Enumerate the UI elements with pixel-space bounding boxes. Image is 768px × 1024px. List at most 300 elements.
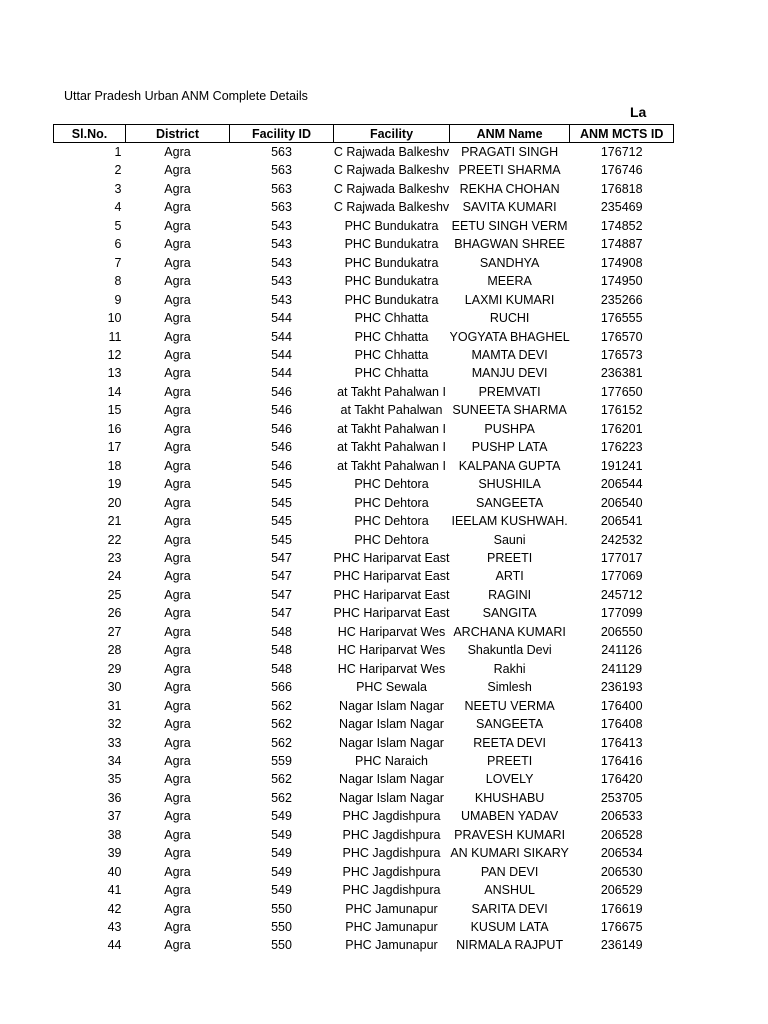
- cell-facility: PHC Jagdishpura: [342, 883, 441, 898]
- table-row: [54, 272, 674, 290]
- table-row: [54, 900, 674, 918]
- cell-anm-name: AN KUMARI SIKARY: [450, 846, 569, 861]
- cell-anm-mcts-id: 253705: [600, 790, 643, 805]
- table-row: [54, 217, 674, 235]
- cell-sl-no: 6: [114, 237, 122, 252]
- table-row: [54, 475, 674, 493]
- cell-sl-no: 34: [107, 753, 122, 768]
- cell-facility: PHC Bundukatra: [344, 274, 439, 289]
- cell-facility-id: 547: [271, 587, 292, 602]
- cell-anm-name: ANSHUL: [484, 883, 535, 898]
- cell-district: Agra: [164, 864, 191, 879]
- cell-facility: C Rajwada Balkeshv: [333, 200, 450, 215]
- cell-district: Agra: [164, 181, 191, 196]
- table-row: [54, 180, 674, 198]
- cell-district: Agra: [164, 698, 191, 713]
- cell-district: Agra: [164, 846, 191, 861]
- cell-facility-id: 566: [271, 680, 292, 695]
- cell-anm-name: SANGITA: [482, 606, 537, 621]
- cell-facility: PHC Sewala: [356, 680, 427, 695]
- table-row: [54, 567, 674, 585]
- cell-anm-mcts-id: 176746: [600, 163, 643, 178]
- table-row: [54, 918, 674, 936]
- cell-district: Agra: [164, 753, 191, 768]
- cell-anm-mcts-id: 176152: [600, 403, 643, 418]
- cell-anm-mcts-id: 177017: [600, 550, 643, 565]
- cell-anm-name: PREETI SHARMA: [458, 163, 561, 178]
- header-district: District: [126, 125, 230, 143]
- cell-anm-name: SHUSHILA: [478, 477, 541, 492]
- cell-facility-id: 546: [271, 440, 292, 455]
- cell-anm-name: PUSHP LATA: [471, 440, 548, 455]
- anm-details-table: [53, 124, 674, 955]
- table-body: [54, 143, 674, 955]
- cell-facility: HC Hariparvat Wes: [337, 624, 446, 639]
- cell-anm-mcts-id: 176400: [600, 698, 643, 713]
- cell-sl-no: 26: [107, 606, 122, 621]
- cell-facility: HC Hariparvat Wes: [337, 661, 446, 676]
- cell-facility: PHC Hariparvat East: [333, 550, 450, 565]
- cell-anm-name: EETU SINGH VERM: [451, 218, 568, 233]
- cell-facility-id: 563: [271, 181, 292, 196]
- table-row: [54, 235, 674, 253]
- cell-facility-id: 544: [271, 329, 292, 344]
- cell-anm-name: MAMTA DEVI: [471, 347, 548, 362]
- cell-district: Agra: [164, 440, 191, 455]
- cell-anm-mcts-id: 206540: [600, 495, 643, 510]
- table-row: [54, 494, 674, 512]
- cell-facility: at Takht Pahalwan I: [337, 384, 446, 399]
- cell-anm-name: NIRMALA RAJPUT: [456, 938, 564, 953]
- cell-anm-name: NEETU VERMA: [464, 698, 555, 713]
- cell-district: Agra: [164, 329, 191, 344]
- cell-district: Agra: [164, 163, 191, 178]
- cell-anm-name: LAXMI KUMARI: [464, 292, 555, 307]
- cell-facility-id: 563: [271, 163, 292, 178]
- cell-anm-mcts-id: 236193: [600, 680, 643, 695]
- cell-district: Agra: [164, 421, 191, 436]
- cell-district: Agra: [164, 366, 191, 381]
- cell-facility: PHC Dehtora: [354, 532, 429, 547]
- cell-anm-mcts-id: 206544: [600, 477, 643, 492]
- table-row: [54, 457, 674, 475]
- table-row: [54, 438, 674, 456]
- table-row: [54, 936, 674, 954]
- cell-anm-name: SANGEETA: [476, 495, 544, 510]
- cell-sl-no: 15: [107, 403, 122, 418]
- cell-facility-id: 545: [271, 532, 292, 547]
- cell-anm-name: ARTI: [495, 569, 524, 584]
- cell-district: Agra: [164, 661, 191, 676]
- cell-anm-mcts-id: 174908: [600, 255, 643, 270]
- header-sl-no: Sl.No.: [54, 125, 126, 143]
- cell-anm-mcts-id: 176408: [600, 717, 643, 732]
- cell-facility-id: 547: [271, 606, 292, 621]
- cell-anm-name: RAGINI: [488, 587, 532, 602]
- cell-facility-id: 543: [271, 237, 292, 252]
- cell-anm-name: Rakhi: [493, 661, 526, 676]
- cell-sl-no: 37: [107, 809, 122, 824]
- cell-district: Agra: [164, 514, 191, 529]
- table-row: [54, 697, 674, 715]
- cell-district: Agra: [164, 384, 191, 399]
- cell-facility: PHC Bundukatra: [344, 255, 439, 270]
- cell-anm-name: KUSUM LATA: [470, 920, 549, 935]
- cell-sl-no: 9: [114, 292, 122, 307]
- cell-district: Agra: [164, 827, 191, 842]
- cell-facility: PHC Jagdishpura: [342, 864, 441, 879]
- cell-facility: Nagar Islam Nagar: [339, 698, 444, 713]
- cell-district: Agra: [164, 218, 191, 233]
- table-row: [54, 807, 674, 825]
- cell-facility: at Takht Pahalwan: [340, 403, 443, 418]
- cell-facility: PHC Jamunapur: [345, 901, 438, 916]
- cell-sl-no: 10: [107, 311, 122, 326]
- cell-facility: PHC Hariparvat East: [333, 587, 450, 602]
- cell-anm-name: PREETI: [487, 753, 533, 768]
- cell-facility-id: 550: [271, 901, 292, 916]
- header-facility-id: Facility ID: [230, 125, 334, 143]
- cell-anm-mcts-id: 176619: [600, 901, 643, 916]
- cell-anm-name: SAVITA KUMARI: [462, 200, 557, 215]
- cell-anm-mcts-id: 176712: [600, 145, 643, 159]
- cell-anm-name: SARITA DEVI: [471, 901, 548, 916]
- cell-anm-mcts-id: 176416: [600, 753, 643, 768]
- cell-anm-mcts-id: 177650: [600, 384, 643, 399]
- cell-facility-id: 544: [271, 347, 292, 362]
- cell-facility-id: 546: [271, 458, 292, 473]
- cell-sl-no: 5: [114, 218, 122, 233]
- table-row: [54, 346, 674, 364]
- table-row: [54, 863, 674, 881]
- cell-anm-name: ARCHANA KUMARI: [453, 624, 566, 639]
- table-row: [54, 383, 674, 401]
- cell-anm-name: PUSHPA: [484, 421, 535, 436]
- cell-district: Agra: [164, 347, 191, 362]
- cell-anm-mcts-id: 242532: [600, 532, 643, 547]
- cell-anm-mcts-id: 176555: [600, 311, 643, 326]
- cell-facility-id: 545: [271, 477, 292, 492]
- cell-sl-no: 1: [114, 145, 122, 159]
- cell-facility: Nagar Islam Nagar: [339, 772, 444, 787]
- cell-facility-id: 550: [271, 938, 292, 953]
- cell-district: Agra: [164, 477, 191, 492]
- table-row: [54, 826, 674, 844]
- cell-district: Agra: [164, 680, 191, 695]
- cell-district: Agra: [164, 237, 191, 252]
- table-row: [54, 715, 674, 733]
- table-header-row: [54, 125, 674, 143]
- cell-sl-no: 42: [107, 901, 122, 916]
- cell-anm-mcts-id: 176223: [600, 440, 643, 455]
- cell-anm-mcts-id: 206534: [600, 846, 643, 861]
- cell-sl-no: 41: [107, 883, 122, 898]
- cell-facility-id: 563: [271, 200, 292, 215]
- cell-anm-name: YOGYATA BHAGHEL: [449, 329, 570, 344]
- cell-sl-no: 14: [107, 384, 122, 399]
- table-row: [54, 881, 674, 899]
- cell-anm-name: REKHA CHOHAN: [459, 181, 560, 196]
- cell-anm-mcts-id: 176573: [600, 347, 643, 362]
- cell-facility-id: 549: [271, 883, 292, 898]
- cell-anm-name: Simlesh: [487, 680, 532, 695]
- cell-district: Agra: [164, 532, 191, 547]
- cell-anm-name: KHUSHABU: [474, 790, 545, 805]
- cell-sl-no: 44: [107, 938, 122, 953]
- cell-sl-no: 22: [107, 532, 122, 547]
- cell-sl-no: 31: [107, 698, 122, 713]
- cell-district: Agra: [164, 145, 191, 159]
- cell-facility-id: 547: [271, 550, 292, 565]
- cell-anm-name: SUNEETA SHARMA: [452, 403, 567, 418]
- cell-sl-no: 13: [107, 366, 122, 381]
- table-row: [54, 291, 674, 309]
- table-row: [54, 586, 674, 604]
- table-row: [54, 512, 674, 530]
- cell-district: Agra: [164, 606, 191, 621]
- cell-facility-id: 543: [271, 274, 292, 289]
- header-anm-name: ANM Name: [450, 125, 570, 143]
- cell-facility-id: 549: [271, 827, 292, 842]
- cell-sl-no: 2: [114, 163, 122, 178]
- cell-sl-no: 40: [107, 864, 122, 879]
- cell-facility: PHC Jagdishpura: [342, 809, 441, 824]
- cell-anm-name: UMABEN YADAV: [460, 809, 559, 824]
- cell-district: Agra: [164, 587, 191, 602]
- cell-facility: PHC Bundukatra: [344, 218, 439, 233]
- cell-facility: PHC Bundukatra: [344, 237, 439, 252]
- cell-anm-name: LOVELY: [485, 772, 534, 787]
- cell-facility: PHC Jamunapur: [345, 938, 438, 953]
- cell-district: Agra: [164, 920, 191, 935]
- cell-anm-mcts-id: 235469: [600, 200, 643, 215]
- cell-district: Agra: [164, 809, 191, 824]
- cell-district: Agra: [164, 403, 191, 418]
- cell-anm-mcts-id: 176420: [600, 772, 643, 787]
- cell-facility: Nagar Islam Nagar: [339, 717, 444, 732]
- table-row: [54, 309, 674, 327]
- header-anm-mcts-id: ANM MCTS ID: [570, 125, 674, 143]
- cell-facility-id: 543: [271, 218, 292, 233]
- cell-anm-mcts-id: 176818: [600, 181, 643, 196]
- table-row: [54, 660, 674, 678]
- table-row: [54, 531, 674, 549]
- cell-sl-no: 27: [107, 624, 122, 639]
- cell-facility: PHC Jamunapur: [345, 920, 438, 935]
- cell-district: Agra: [164, 200, 191, 215]
- cell-sl-no: 19: [107, 477, 122, 492]
- cell-facility-id: 562: [271, 790, 292, 805]
- cell-anm-mcts-id: 176413: [600, 735, 643, 750]
- cell-facility-id: 562: [271, 717, 292, 732]
- table-row: [54, 844, 674, 862]
- cell-district: Agra: [164, 255, 191, 270]
- cell-sl-no: 36: [107, 790, 122, 805]
- cell-anm-mcts-id: 241129: [601, 661, 643, 676]
- cell-sl-no: 43: [107, 920, 122, 935]
- cell-facility-id: 559: [271, 753, 292, 768]
- cell-facility-id: 549: [271, 846, 292, 861]
- cell-anm-mcts-id: 176201: [600, 421, 643, 436]
- cell-district: Agra: [164, 883, 191, 898]
- cell-facility: C Rajwada Balkeshv: [333, 163, 450, 178]
- table-row: [54, 420, 674, 438]
- cell-facility-id: 563: [271, 145, 292, 159]
- cell-district: Agra: [164, 274, 191, 289]
- cell-district: Agra: [164, 735, 191, 750]
- table-row: [54, 401, 674, 419]
- cell-facility: C Rajwada Balkeshv: [333, 181, 450, 196]
- cell-sl-no: 28: [107, 643, 122, 658]
- cell-anm-mcts-id: 235266: [600, 292, 643, 307]
- cell-district: Agra: [164, 717, 191, 732]
- cell-anm-mcts-id: 206528: [600, 827, 643, 842]
- cell-facility: PHC Bundukatra: [344, 292, 439, 307]
- table-row: [54, 604, 674, 622]
- cell-anm-name: MANJU DEVI: [471, 366, 548, 381]
- cell-facility-id: 548: [271, 624, 292, 639]
- cell-sl-no: 29: [107, 661, 122, 676]
- table-row: [54, 641, 674, 659]
- cell-facility: PHC Hariparvat East: [333, 569, 450, 584]
- cell-facility-id: 562: [271, 735, 292, 750]
- cell-district: Agra: [164, 569, 191, 584]
- cell-district: Agra: [164, 624, 191, 639]
- cell-anm-name: PREMVATI: [478, 384, 541, 399]
- cell-sl-no: 12: [107, 347, 122, 362]
- cell-anm-mcts-id: 206550: [600, 624, 643, 639]
- cell-sl-no: 3: [114, 181, 122, 196]
- table-row: [54, 198, 674, 216]
- cell-district: Agra: [164, 901, 191, 916]
- cell-facility: PHC Chhatta: [354, 366, 429, 381]
- cell-sl-no: 23: [107, 550, 122, 565]
- cell-anm-mcts-id: 206530: [600, 864, 643, 879]
- cell-facility: PHC Dehtora: [354, 514, 429, 529]
- cell-facility: HC Hariparvat Wes: [337, 643, 446, 658]
- table-row: [54, 678, 674, 696]
- cell-sl-no: 30: [107, 680, 122, 695]
- cell-anm-mcts-id: 241126: [601, 643, 643, 658]
- cell-district: Agra: [164, 292, 191, 307]
- cell-facility-id: 546: [271, 421, 292, 436]
- cell-anm-name: PAN DEVI: [480, 864, 539, 879]
- cell-sl-no: 16: [107, 421, 122, 436]
- cell-anm-name: Sauni: [493, 532, 526, 547]
- cell-sl-no: 17: [107, 440, 122, 455]
- table-row: [54, 161, 674, 179]
- cell-anm-name: BHAGWAN SHREE: [454, 237, 565, 252]
- cell-anm-mcts-id: 206529: [600, 883, 643, 898]
- cell-sl-no: 33: [107, 735, 122, 750]
- cell-facility-id: 546: [271, 403, 292, 418]
- cell-anm-name: IEELAM KUSHWAH.: [451, 514, 568, 529]
- cell-anm-mcts-id: 245712: [600, 587, 643, 602]
- cell-district: Agra: [164, 772, 191, 787]
- cell-anm-mcts-id: 177069: [600, 569, 643, 584]
- cell-facility: PHC Jagdishpura: [342, 827, 441, 842]
- cell-facility-id: 543: [271, 255, 292, 270]
- cell-sl-no: 39: [107, 846, 122, 861]
- cell-facility: Nagar Islam Nagar: [339, 790, 444, 805]
- cell-facility: PHC Naraich: [355, 753, 428, 768]
- cell-facility: Nagar Islam Nagar: [339, 735, 444, 750]
- cell-anm-mcts-id: 174950: [600, 274, 643, 289]
- table-row: [54, 734, 674, 752]
- cell-facility: PHC Jagdishpura: [342, 846, 441, 861]
- cell-facility: PHC Hariparvat East: [333, 606, 450, 621]
- cell-sl-no: 20: [107, 495, 122, 510]
- cell-anm-name: MEERA: [487, 274, 532, 289]
- cell-facility: at Takht Pahalwan I: [337, 421, 446, 436]
- cell-district: Agra: [164, 790, 191, 805]
- cell-sl-no: 35: [107, 772, 122, 787]
- cell-facility-id: 549: [271, 864, 292, 879]
- cell-facility-id: 548: [271, 643, 292, 658]
- cell-facility: PHC Chhatta: [354, 347, 429, 362]
- cell-anm-name: REETA DEVI: [473, 735, 546, 750]
- cell-anm-mcts-id: 206533: [600, 809, 643, 824]
- cell-anm-name: KALPANA GUPTA: [458, 458, 561, 473]
- cell-anm-name: SANGEETA: [476, 717, 544, 732]
- cell-district: Agra: [164, 495, 191, 510]
- cell-facility-id: 545: [271, 514, 292, 529]
- table-row: [54, 770, 674, 788]
- table-row: [54, 254, 674, 272]
- cell-sl-no: 7: [114, 255, 122, 270]
- cell-anm-mcts-id: 174887: [600, 237, 643, 252]
- cell-anm-mcts-id: 176570: [600, 329, 643, 344]
- cell-anm-mcts-id: 236149: [600, 938, 643, 953]
- cell-anm-name: SANDHYA: [479, 255, 540, 270]
- cell-anm-name: PRAVESH KUMARI: [454, 827, 566, 842]
- cell-sl-no: 11: [108, 329, 122, 344]
- cell-facility: C Rajwada Balkeshv: [333, 145, 450, 159]
- document-title: Uttar Pradesh Urban ANM Complete Details: [64, 89, 308, 103]
- cell-facility-id: 543: [271, 292, 292, 307]
- cell-district: Agra: [164, 550, 191, 565]
- cell-anm-mcts-id: 191241: [600, 458, 643, 473]
- cell-anm-name: Shakuntla Devi: [467, 643, 552, 658]
- cell-sl-no: 32: [107, 717, 122, 732]
- cell-facility: PHC Chhatta: [354, 329, 429, 344]
- cell-sl-no: 21: [107, 514, 122, 529]
- cell-district: Agra: [164, 458, 191, 473]
- cell-district: Agra: [164, 938, 191, 953]
- cell-sl-no: 38: [107, 827, 122, 842]
- cell-facility-id: 549: [271, 809, 292, 824]
- cell-facility-id: 544: [271, 311, 292, 326]
- cell-district: Agra: [164, 643, 191, 658]
- cell-facility: at Takht Pahalwan I: [337, 458, 446, 473]
- table-row: [54, 328, 674, 346]
- cell-sl-no: 8: [114, 274, 122, 289]
- cell-facility-id: 544: [271, 366, 292, 381]
- cell-facility: PHC Dehtora: [354, 495, 429, 510]
- table-row: [54, 549, 674, 567]
- cell-facility-id: 562: [271, 698, 292, 713]
- cell-facility-id: 550: [271, 920, 292, 935]
- cell-sl-no: 4: [114, 200, 122, 215]
- cell-anm-mcts-id: 206541: [600, 514, 643, 529]
- cell-anm-name: RUCHI: [489, 311, 530, 326]
- table-row: [54, 752, 674, 770]
- table-row: [54, 623, 674, 641]
- cell-sl-no: 24: [107, 569, 122, 584]
- cell-sl-no: 18: [107, 458, 122, 473]
- header-facility: Facility: [334, 125, 450, 143]
- cell-facility: PHC Chhatta: [354, 311, 429, 326]
